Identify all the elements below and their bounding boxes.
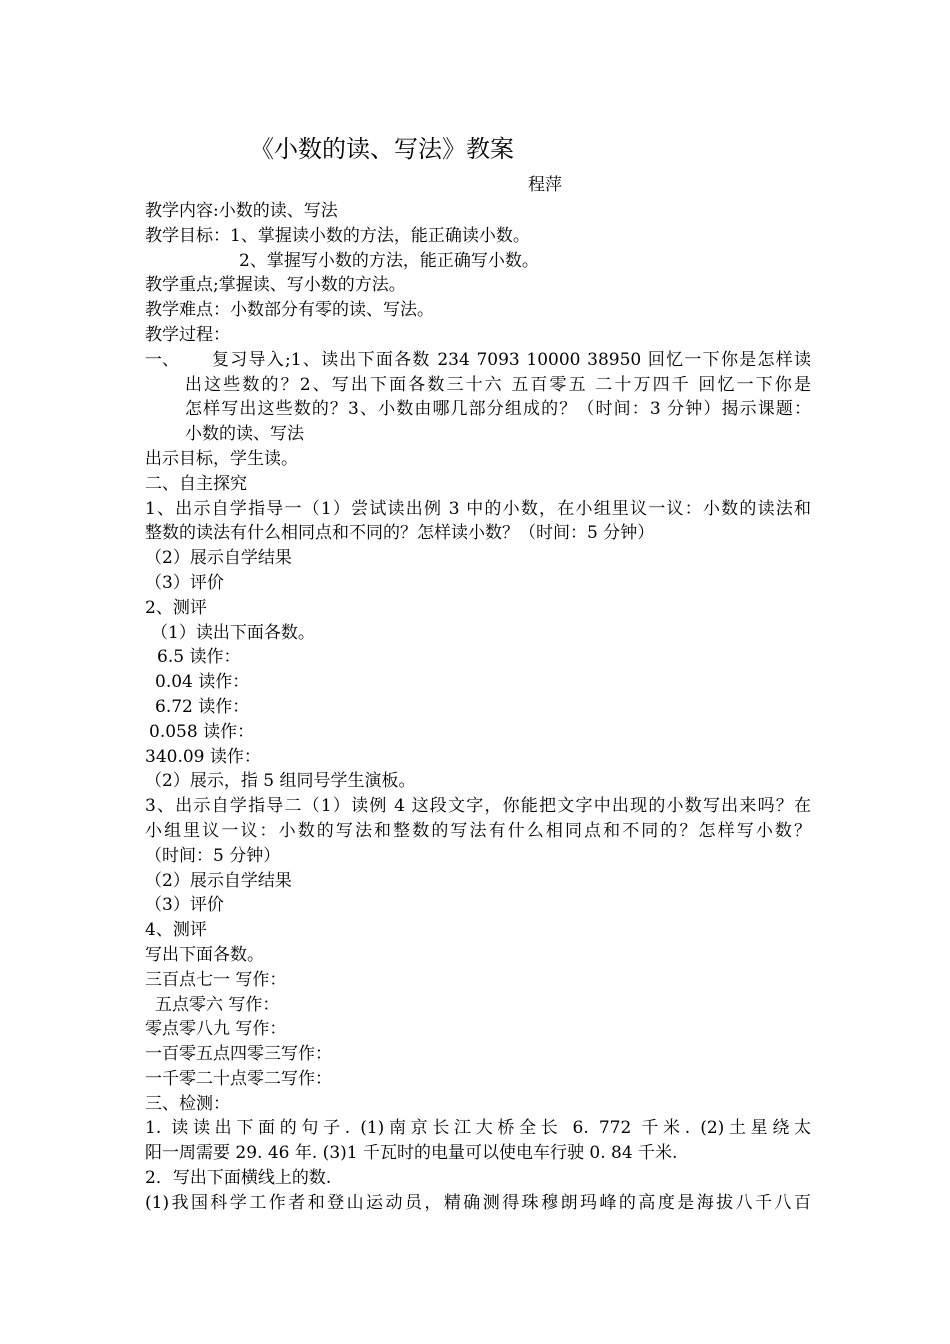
document-author: 程萍 (528, 175, 562, 195)
line-show-goal: 出示目标，学生读。 (145, 448, 298, 469)
line-guide2-1: 3、出示自学指导二（1）读例 4 这段文字，你能把文字中出现的小数写出来吗？在 (145, 796, 811, 817)
line-process: 教学过程： (145, 324, 230, 345)
line-guide2-3: （时间：5 分钟） (145, 845, 281, 866)
line-write-2: 五点零六 写作： (155, 994, 280, 1015)
line-show-result-1: （2）展示自学结果 (145, 548, 292, 569)
line-goal-2: 2、掌握写小数的方法，能正确写小数。 (239, 250, 539, 271)
line-check2: 2．写出下面横线上的数. (145, 1168, 332, 1189)
line-guide1-1: 1、出示自学指导一（1）尝试读出例 3 中的小数，在小组里议一议：小数的读法和 (145, 498, 811, 519)
section-review-text (185, 348, 811, 447)
line-write-1: 三百点七一 写作： (145, 969, 287, 990)
line-check1-1: 1. 读读出下面的句子. (1)南京长江大桥全长 6. 772 千米. (2)土星绕太 (145, 1118, 811, 1139)
line-guide2-2: 小组里议一议：小数的写法和整数的写法有什么相同点和不同的？怎样写小数？ (145, 820, 811, 841)
review-line-2: 出这些数的？2、写出下面各数三十六 五百零五 二十万四千 回忆一下你是 (185, 374, 811, 395)
line-section-2: 二、自主探究 (145, 473, 247, 494)
review-line-1: 复习导入;1、读出下面各数 234 7093 10000 38950 回忆一下你是怎样读 (212, 349, 811, 370)
line-key-point: 教学重点;掌握读、写小数的方法。 (145, 275, 406, 296)
review-line-3: 怎样写出这些数的？3、小数由哪几部分组成的？（时间：3 分钟）揭示课题： (185, 399, 811, 420)
line-evaluate-1: （3）评价 (145, 572, 224, 593)
line-evaluate-2: （3）评价 (145, 895, 224, 916)
line-show-board: （2）展示，指 5 组同号学生演板。 (145, 771, 416, 792)
line-check1-2: 阳一周需要 29. 46 年. (3)1 千瓦时的电量可以使电车行驶 0. 84 千米. (145, 1143, 678, 1164)
review-line-4: 小数的读、写法 (185, 424, 304, 445)
line-test-1: 2、测评 (145, 597, 207, 618)
line-write-below: 写出下面各数。 (145, 944, 264, 965)
section-review (145, 348, 811, 447)
line-read-340-09: 340.09 读作： (145, 746, 261, 767)
line-check2-1: (1)我国科学工作者和登山运动员，精确测得珠穆朗玛峰的高度是海拔八千八百 (145, 1192, 811, 1213)
document-body (145, 199, 811, 1216)
line-read-0-04: 0.04 读作： (155, 672, 250, 693)
line-goal-1: 教学目标：1、掌握读小数的方法，能正确读小数。 (145, 225, 530, 246)
line-read-6-72: 6.72 读作： (155, 696, 250, 717)
line-difficulty: 教学难点：小数部分有零的读、写法。 (145, 300, 434, 321)
line-read-0-058: 0.058 读作： (149, 721, 255, 742)
line-guide1-2: 整数的读法有什么相同点和不同的？怎样读小数？（时间：5 分钟） (145, 523, 655, 544)
line-write-4: 一百零五点四零三写作： (145, 1044, 332, 1065)
document-title: 《小数的读、写法》教案 (250, 135, 514, 163)
line-read-below: （1）读出下面各数。 (151, 622, 315, 643)
line-content: 教学内容:小数的读、写法 (145, 201, 338, 221)
section-review-marker: 一、 (145, 349, 179, 370)
line-show-result-2: （2）展示自学结果 (145, 870, 292, 891)
line-write-5: 一千零二十点零二写作： (145, 1068, 332, 1089)
line-read-6-5: 6.5 读作： (157, 647, 241, 668)
line-write-3: 零点零八九 写作： (145, 1019, 287, 1040)
line-test-2: 4、测评 (145, 920, 207, 941)
line-section-3: 三、检测： (145, 1093, 230, 1114)
